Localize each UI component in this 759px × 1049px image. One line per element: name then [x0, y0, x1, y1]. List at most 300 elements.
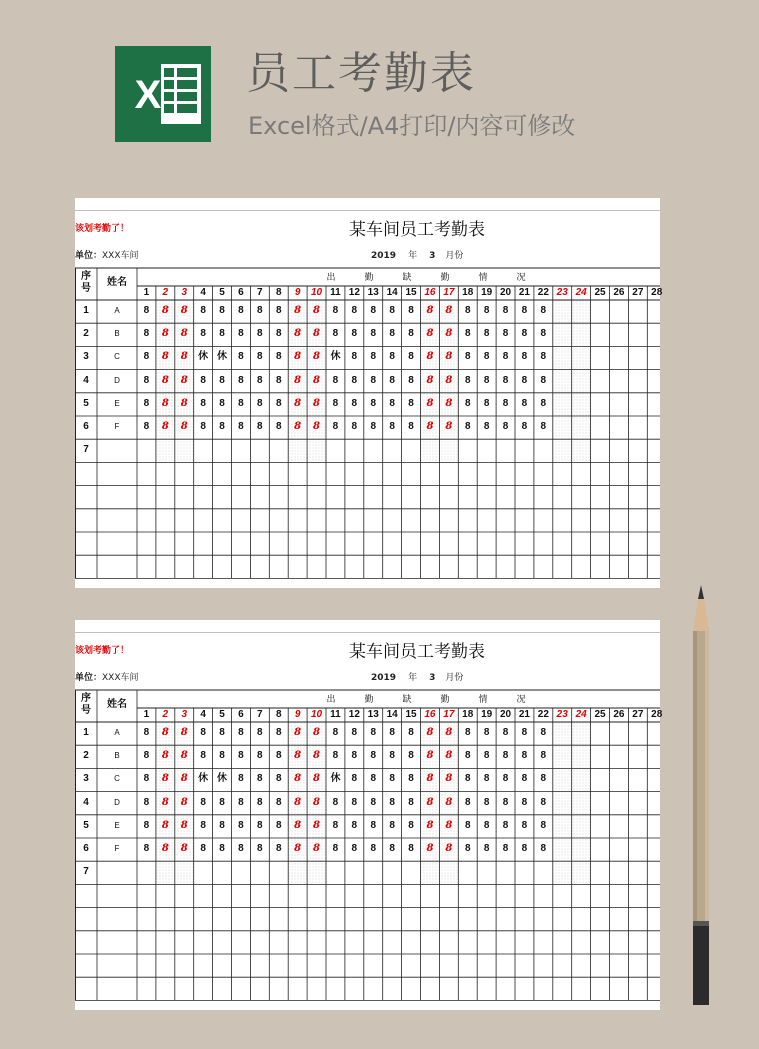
attendance-cell: 8 [257, 351, 263, 363]
attendance-cell: 8 [408, 773, 414, 785]
attendance-cell: 8 [483, 305, 490, 316]
attendance-cell: 8 [351, 819, 358, 831]
attendance-cell: 8 [219, 374, 225, 386]
attendance-cell: 8 [257, 796, 263, 808]
attendance-cell: 8 [219, 727, 225, 738]
row-name: F [114, 422, 120, 431]
attendance-cell: 8 [161, 843, 169, 854]
attendance-cell: 8 [408, 819, 414, 831]
attendance-cell: 8 [294, 351, 302, 363]
attendance-cell: 8 [332, 305, 339, 316]
attendance-cell: 8 [161, 773, 169, 785]
attendance-cell: 8 [238, 727, 244, 738]
attendance-cell: 8 [238, 750, 244, 762]
attendance-cell: 8 [521, 374, 528, 386]
day-header: 11 [330, 287, 341, 298]
reminder-text: 该划考勤了！ [75, 646, 130, 656]
attendance-cell: 8 [445, 421, 453, 432]
year-value: 2019 [371, 673, 397, 683]
attendance-cell: 8 [540, 819, 547, 831]
seq-header: 序 号 [81, 693, 91, 716]
attendance-cell: 8 [219, 819, 225, 831]
attendance-cell: 8 [426, 421, 434, 432]
attendance-cell: 8 [502, 374, 509, 386]
month-label: 月份 [445, 673, 464, 683]
row-name: E [114, 820, 120, 830]
attendance-cell: 8 [200, 727, 206, 738]
attendance-cell: 8 [313, 773, 321, 785]
unit-label: 单位： [75, 251, 103, 261]
attendance-cell: 8 [351, 773, 358, 785]
attendance-sheet-preview [75, 620, 663, 1010]
weekend-shade [572, 300, 591, 462]
attendance-cell: 8 [370, 819, 377, 831]
attendance-cell: 8 [275, 819, 282, 831]
attendance-cell: 8 [521, 843, 528, 854]
day-header: 13 [367, 709, 379, 720]
attendance-cell: 8 [294, 843, 302, 854]
attendance-cell: 8 [238, 796, 244, 808]
attendance-label-char: 勤 [364, 272, 374, 282]
attendance-label-char: 出 [326, 272, 336, 282]
attendance-cell: 8 [200, 843, 206, 854]
row-seq: 5 [83, 397, 89, 409]
attendance-cell: 8 [161, 750, 169, 762]
attendance-cell: 8 [426, 727, 434, 738]
day-header: 26 [613, 709, 625, 720]
attendance-cell: 8 [275, 328, 282, 340]
attendance-cell: 8 [332, 397, 339, 409]
day-header: 14 [386, 709, 398, 720]
row-name: A [114, 306, 120, 315]
attendance-cell: 8 [257, 727, 263, 738]
attendance-cell: 8 [143, 305, 150, 316]
attendance-cell: 8 [161, 727, 169, 738]
attendance-cell: 8 [408, 305, 414, 316]
day-header: 16 [424, 287, 436, 298]
attendance-cell: 8 [161, 305, 169, 316]
attendance-cell: 8 [313, 305, 321, 316]
attendance-cell: 8 [483, 773, 490, 785]
day-header: 22 [537, 709, 549, 720]
attendance-cell: 8 [445, 796, 453, 808]
day-header: 3 [181, 287, 188, 298]
row-seq: 2 [83, 750, 89, 762]
attendance-cell: 8 [521, 727, 528, 738]
attendance-cell: 8 [351, 397, 358, 409]
attendance-cell: 8 [389, 351, 395, 363]
attendance-cell: 8 [275, 727, 282, 738]
attendance-cell: 8 [351, 421, 358, 432]
day-header: 25 [594, 287, 606, 298]
row-name: A [114, 728, 120, 737]
attendance-cell: 8 [219, 421, 225, 432]
attendance-cell: 8 [180, 397, 188, 409]
attendance-cell: 8 [238, 773, 244, 785]
attendance-cell: 8 [351, 727, 358, 738]
attendance-cell: 8 [426, 750, 434, 762]
attendance-cell: 8 [332, 374, 339, 386]
attendance-cell: 8 [426, 843, 434, 854]
grid-wrapper [75, 620, 660, 1010]
attendance-cell: 8 [445, 843, 453, 854]
attendance-cell: 8 [257, 750, 263, 762]
attendance-cell: 8 [540, 305, 547, 316]
day-header: 17 [443, 287, 455, 298]
attendance-cell: 8 [143, 421, 150, 432]
row-name: E [114, 398, 120, 408]
attendance-cell: 8 [257, 374, 263, 386]
day-header: 8 [275, 287, 282, 298]
year-label: 年 [408, 251, 418, 261]
attendance-cell: 8 [238, 305, 244, 316]
attendance-cell: 8 [180, 773, 188, 785]
attendance-cell: 8 [426, 819, 434, 831]
attendance-cell: 8 [502, 843, 509, 854]
attendance-cell: 8 [408, 397, 414, 409]
row-name: B [114, 329, 120, 339]
day-header: 18 [462, 709, 474, 720]
attendance-cell: 8 [161, 796, 169, 808]
attendance-cell: 8 [313, 421, 321, 432]
day-header: 10 [310, 287, 323, 298]
attendance-cell: 8 [389, 843, 395, 854]
row-name: D [114, 375, 120, 385]
day-header: 28 [651, 709, 663, 720]
attendance-cell: 8 [180, 727, 188, 738]
attendance-cell: 8 [219, 750, 225, 762]
row-seq: 4 [83, 796, 89, 808]
day-header: 14 [386, 287, 398, 298]
attendance-cell: 8 [483, 796, 490, 808]
day-header: 21 [518, 287, 530, 298]
day-header: 19 [481, 709, 493, 720]
attendance-cell: 8 [294, 397, 302, 409]
attendance-label-char: 况 [516, 694, 526, 704]
attendance-cell: 8 [313, 796, 321, 808]
attendance-cell: 8 [332, 819, 339, 831]
attendance-cell: 8 [143, 750, 150, 762]
day-header: 23 [556, 709, 568, 720]
day-header: 4 [200, 709, 206, 720]
attendance-cell: 8 [257, 773, 263, 785]
attendance-cell: 8 [313, 374, 321, 386]
attendance-cell: 8 [161, 351, 169, 363]
day-header: 9 [294, 287, 301, 298]
day-header: 19 [481, 287, 493, 298]
day-header: 21 [518, 709, 530, 720]
attendance-cell: 8 [426, 773, 434, 785]
row-seq: 7 [83, 866, 89, 878]
attendance-cell: 8 [521, 305, 528, 316]
attendance-cell: 8 [238, 843, 244, 854]
attendance-cell: 8 [238, 421, 244, 432]
attendance-cell: 8 [408, 351, 414, 363]
attendance-cell: 8 [521, 351, 528, 363]
attendance-cell: 8 [275, 796, 282, 808]
attendance-cell: 8 [143, 351, 150, 363]
attendance-cell: 8 [351, 796, 358, 808]
attendance-cell: 8 [257, 397, 263, 409]
attendance-cell: 8 [370, 727, 377, 738]
attendance-cell: 8 [332, 328, 339, 340]
attendance-cell: 8 [540, 773, 547, 785]
day-header: 2 [162, 709, 169, 720]
day-header: 1 [143, 709, 150, 720]
attendance-cell: 8 [521, 397, 528, 409]
attendance-cell: 8 [275, 843, 282, 854]
day-header: 24 [575, 709, 587, 720]
attendance-cell: 8 [389, 328, 395, 340]
attendance-cell: 8 [219, 328, 225, 340]
attendance-cell: 8 [445, 351, 453, 363]
attendance-cell: 8 [540, 750, 547, 762]
attendance-cell: 8 [257, 305, 263, 316]
attendance-cell: 8 [275, 374, 282, 386]
attendance-cell: 8 [294, 750, 302, 762]
day-header: 16 [424, 709, 436, 720]
attendance-cell: 8 [200, 796, 206, 808]
attendance-cell: 8 [540, 796, 547, 808]
attendance-cell: 8 [313, 750, 321, 762]
attendance-cell: 8 [294, 796, 302, 808]
row-seq: 3 [83, 351, 89, 363]
attendance-cell: 8 [389, 773, 395, 785]
attendance-label-char: 缺 [402, 694, 412, 704]
attendance-cell: 8 [521, 796, 528, 808]
attendance-cell: 8 [502, 727, 509, 738]
unit-value: XXX车间 [102, 251, 139, 261]
attendance-cell: 8 [464, 397, 471, 409]
attendance-cell: 8 [294, 421, 302, 432]
attendance-cell: 8 [521, 773, 528, 785]
unit-value: XXX车间 [102, 673, 139, 683]
attendance-cell: 8 [200, 328, 206, 340]
attendance-cell: 8 [180, 305, 188, 316]
attendance-cell: 8 [426, 351, 434, 363]
day-header: 25 [594, 709, 606, 720]
day-header: 10 [310, 709, 323, 720]
attendance-cell: 8 [502, 796, 509, 808]
day-header: 9 [294, 709, 301, 720]
attendance-cell: 8 [502, 773, 509, 785]
day-header: 23 [556, 287, 568, 298]
attendance-cell: 8 [445, 773, 453, 785]
attendance-cell: 8 [464, 421, 471, 432]
attendance-cell: 8 [445, 397, 453, 409]
attendance-cell: 8 [483, 819, 490, 831]
attendance-label-char: 情 [478, 272, 488, 282]
attendance-cell: 8 [483, 397, 490, 409]
attendance-cell: 8 [143, 397, 150, 409]
attendance-cell: 8 [200, 305, 206, 316]
attendance-grid [75, 198, 660, 588]
page-subtitle: Excel格式/A4打印/内容可修改 [248, 112, 576, 140]
year-value: 2019 [371, 251, 397, 261]
attendance-cell: 8 [238, 328, 244, 340]
attendance-cell: 8 [502, 750, 509, 762]
attendance-cell: 8 [313, 819, 321, 831]
day-header: 11 [330, 709, 341, 720]
attendance-cell: 8 [483, 421, 490, 432]
attendance-cell: 8 [464, 819, 471, 831]
attendance-cell: 8 [313, 397, 321, 409]
logo-letter: X [134, 73, 162, 117]
attendance-label-char: 勤 [364, 694, 374, 704]
attendance-cell: 8 [351, 328, 358, 340]
day-header: 5 [219, 709, 225, 720]
pencil-icon [688, 585, 714, 1005]
attendance-cell: 8 [408, 328, 414, 340]
attendance-cell: 8 [370, 305, 377, 316]
attendance-cell: 8 [464, 843, 471, 854]
attendance-cell: 8 [143, 328, 150, 340]
row-name: D [114, 797, 120, 807]
attendance-label-char: 况 [516, 272, 526, 282]
attendance-cell: 8 [408, 727, 414, 738]
attendance-cell: 8 [445, 374, 453, 386]
attendance-cell: 8 [313, 328, 321, 340]
attendance-cell: 8 [370, 397, 377, 409]
excel-logo-icon [115, 46, 211, 142]
day-header: 24 [575, 287, 587, 298]
attendance-cell: 8 [200, 421, 206, 432]
attendance-label-char: 勤 [440, 272, 450, 282]
day-header: 6 [238, 287, 244, 298]
day-header: 4 [200, 287, 206, 298]
attendance-cell: 8 [426, 397, 434, 409]
attendance-cell: 8 [257, 421, 263, 432]
sheet-title: 某车间员工考勤表 [349, 642, 485, 662]
attendance-cell: 8 [389, 397, 395, 409]
attendance-cell: 8 [332, 421, 339, 432]
weekend-shade [553, 722, 572, 884]
attendance-cell: 8 [332, 750, 339, 762]
attendance-cell: 8 [275, 305, 282, 316]
attendance-cell: 8 [408, 374, 414, 386]
attendance-cell: 8 [445, 750, 453, 762]
attendance-cell: 8 [502, 351, 509, 363]
attendance-cell: 8 [502, 328, 509, 340]
attendance-cell: 8 [161, 374, 169, 386]
attendance-cell: 8 [351, 351, 358, 363]
day-header: 5 [219, 287, 225, 298]
day-header: 8 [275, 709, 282, 720]
attendance-cell: 8 [238, 397, 244, 409]
row-name: C [114, 774, 120, 784]
attendance-cell: 8 [426, 305, 434, 316]
attendance-cell: 8 [275, 421, 282, 432]
attendance-cell: 休 [217, 351, 228, 363]
year-label: 年 [408, 673, 418, 683]
attendance-cell: 8 [502, 305, 509, 316]
attendance-cell: 8 [483, 843, 490, 854]
attendance-sheet-preview [75, 198, 663, 588]
row-seq: 1 [83, 305, 89, 316]
attendance-cell: 8 [521, 750, 528, 762]
attendance-label-char: 情 [478, 694, 488, 704]
attendance-cell: 8 [143, 374, 150, 386]
attendance-cell: 休 [330, 351, 341, 363]
attendance-cell: 8 [294, 305, 302, 316]
day-header: 13 [367, 287, 379, 298]
attendance-cell: 8 [275, 750, 282, 762]
attendance-cell: 8 [294, 773, 302, 785]
attendance-cell: 8 [161, 328, 169, 340]
attendance-cell: 8 [313, 843, 321, 854]
attendance-cell: 8 [332, 796, 339, 808]
attendance-cell: 8 [483, 328, 490, 340]
attendance-cell: 8 [408, 796, 414, 808]
attendance-cell: 8 [219, 305, 225, 316]
attendance-cell: 8 [313, 351, 321, 363]
attendance-cell: 8 [257, 843, 263, 854]
attendance-cell: 8 [180, 351, 188, 363]
row-seq: 6 [83, 421, 89, 432]
attendance-cell: 8 [143, 727, 150, 738]
day-header: 3 [181, 709, 188, 720]
attendance-cell: 8 [200, 819, 206, 831]
attendance-cell: 8 [540, 843, 547, 854]
day-header: 6 [238, 709, 244, 720]
attendance-cell: 8 [464, 328, 471, 340]
attendance-cell: 8 [389, 374, 395, 386]
attendance-cell: 8 [426, 328, 434, 340]
day-header: 7 [257, 709, 263, 720]
attendance-cell: 8 [351, 374, 358, 386]
grid-wrapper [75, 198, 660, 588]
attendance-cell: 8 [464, 727, 471, 738]
attendance-cell: 8 [464, 796, 471, 808]
attendance-cell: 8 [540, 727, 547, 738]
attendance-cell: 8 [143, 843, 150, 854]
attendance-cell: 8 [540, 374, 547, 386]
row-seq: 2 [83, 328, 89, 340]
attendance-cell: 8 [408, 750, 414, 762]
attendance-grid [75, 620, 660, 1010]
attendance-cell: 8 [370, 773, 377, 785]
month-value: 3 [429, 673, 436, 683]
day-header: 27 [632, 709, 644, 720]
sheet-title: 某车间员工考勤表 [349, 220, 485, 240]
attendance-cell: 8 [257, 328, 263, 340]
weekend-shade [572, 722, 591, 884]
attendance-cell: 8 [294, 819, 302, 831]
attendance-label-char: 出 [326, 694, 336, 704]
attendance-cell: 8 [180, 374, 188, 386]
attendance-cell: 8 [464, 750, 471, 762]
day-header: 15 [405, 709, 417, 720]
attendance-cell: 8 [257, 819, 263, 831]
row-seq: 4 [83, 374, 89, 386]
attendance-cell: 8 [180, 750, 188, 762]
attendance-cell: 8 [351, 305, 358, 316]
attendance-cell: 8 [483, 727, 490, 738]
attendance-cell: 8 [200, 750, 206, 762]
attendance-cell: 8 [275, 351, 282, 363]
attendance-cell: 8 [161, 819, 169, 831]
attendance-cell: 8 [389, 750, 395, 762]
attendance-cell: 8 [219, 796, 225, 808]
attendance-cell: 8 [180, 796, 188, 808]
attendance-cell: 8 [238, 351, 244, 363]
day-header: 15 [405, 287, 417, 298]
attendance-cell: 8 [180, 421, 188, 432]
attendance-cell: 8 [464, 351, 471, 363]
attendance-cell: 8 [275, 773, 282, 785]
attendance-cell: 8 [502, 421, 509, 432]
attendance-cell: 8 [540, 351, 547, 363]
